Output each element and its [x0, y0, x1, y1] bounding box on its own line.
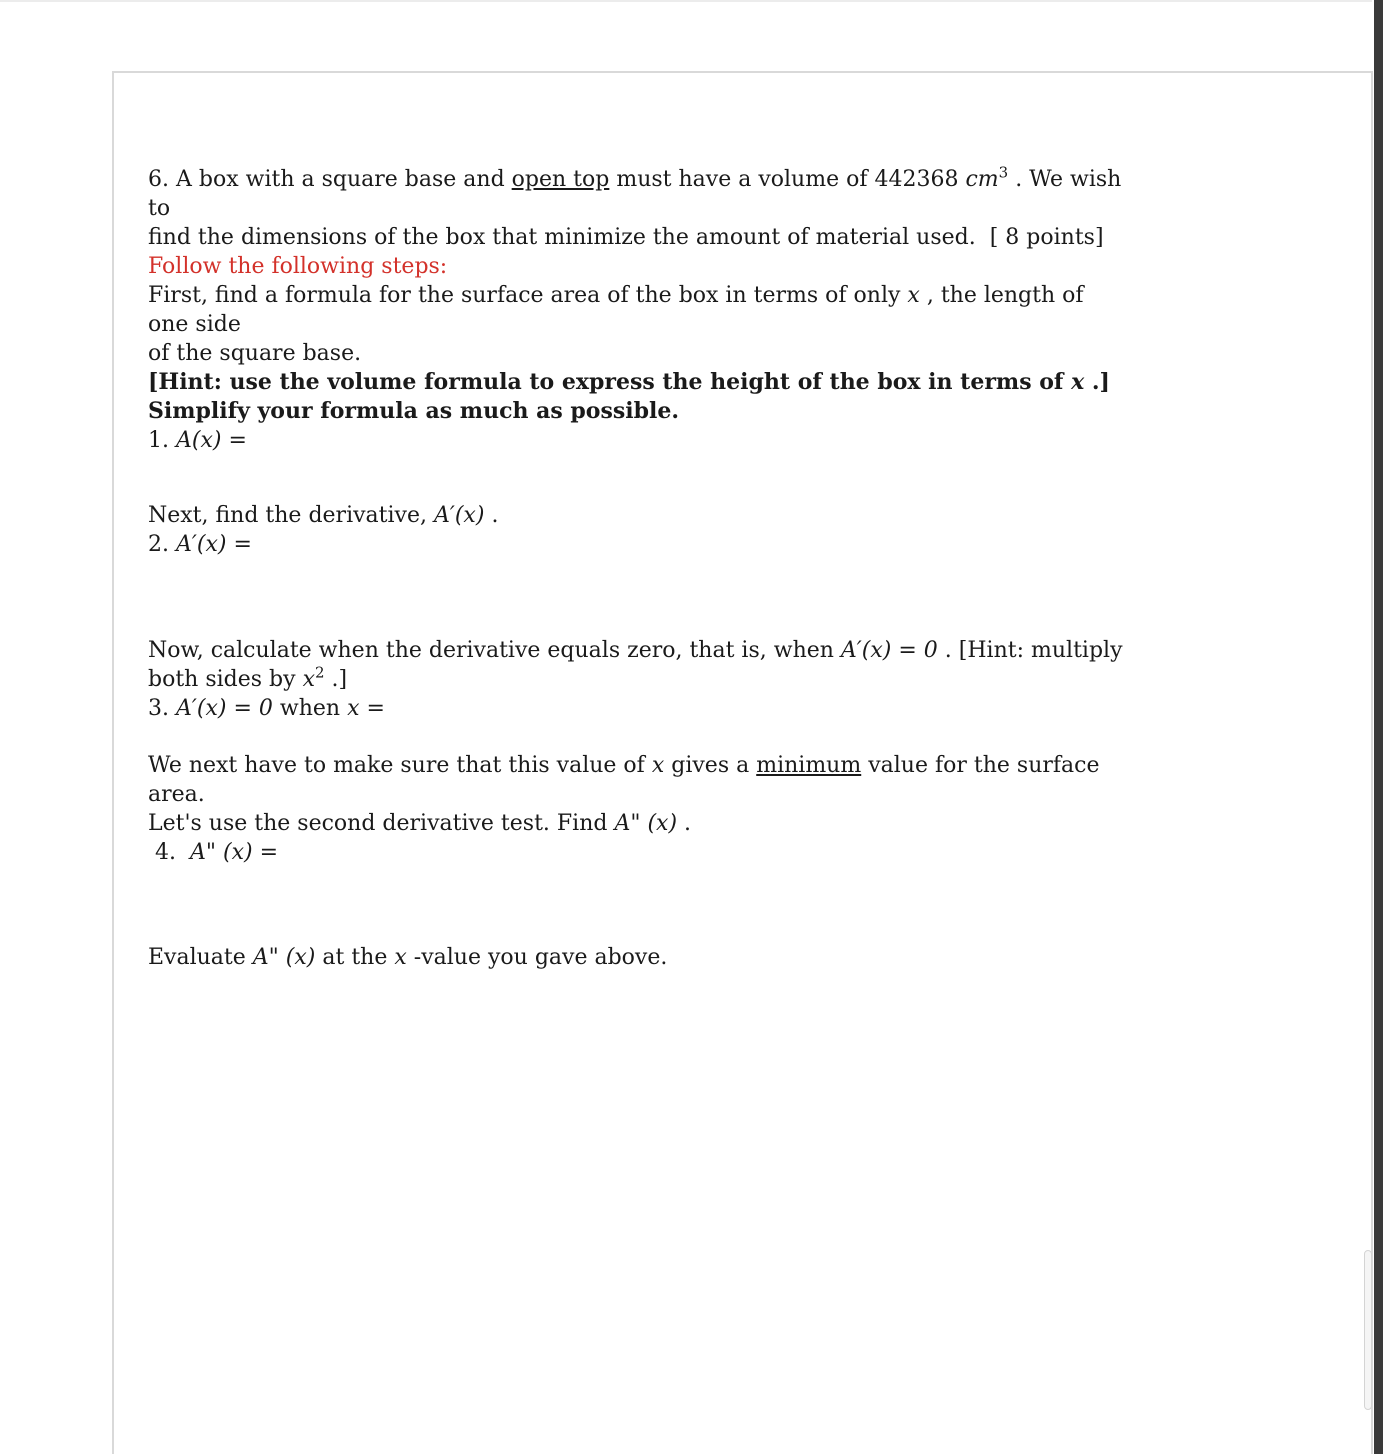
step3-text-c: both sides by — [148, 667, 296, 692]
question-goal: find the dimensions of the box that minimize the amount of material used. — [148, 225, 976, 250]
step1-text: First, find a formula for the surface area of the box in terms of only — [148, 283, 901, 308]
evaluate-second-derivative: A" (x) — [252, 945, 316, 970]
evaluate-text-c: -value you gave above. — [413, 945, 668, 970]
step1-line-1 — [148, 281, 1128, 339]
volume-exponent: 3 — [998, 163, 1009, 182]
evaluate-line — [148, 943, 1128, 972]
volume-text: must have a volume of 442368 — [616, 167, 959, 192]
answer-4-expr: A" (x) = — [190, 840, 278, 865]
volume-unit: cm — [965, 167, 999, 192]
question-number: 6. — [148, 167, 169, 192]
answer-3 — [148, 694, 1128, 723]
step1-hint-x: x — [1071, 369, 1085, 395]
answer-4 — [148, 838, 1128, 867]
answer-3-x: x = — [347, 696, 385, 721]
step1-hint-end: .] — [1091, 369, 1110, 395]
evaluate-text-b: at the — [322, 945, 388, 970]
evaluate-text: Evaluate — [148, 945, 246, 970]
evaluate-block — [148, 943, 1128, 972]
step2-line — [148, 501, 1128, 530]
step3-line-2 — [148, 665, 1128, 694]
step2-block — [148, 501, 1128, 559]
evaluate-x: x — [394, 945, 407, 970]
step3-text: Now, calculate when the derivative equals zero, that is, when — [148, 638, 834, 663]
step2-period: . — [491, 503, 499, 528]
step3-hint: . [Hint: multiply — [944, 638, 1123, 663]
step4-text: We next have to make sure that this value of — [148, 753, 645, 778]
step3-block — [148, 636, 1128, 723]
scrollbar-thumb[interactable] — [1364, 1250, 1372, 1410]
step4-line-1 — [148, 751, 1128, 809]
step4-text-d: Let's use the second derivative test. Find — [148, 811, 608, 836]
step1-hint-text: [Hint: use the volume formula to express the height of the box in terms of — [148, 369, 1064, 395]
answer-3-when: when — [279, 696, 341, 721]
step1-x: x — [907, 283, 920, 308]
open-top-underlined: open top — [511, 167, 610, 192]
step2-text: Next, find the derivative, — [148, 503, 427, 528]
answer-1 — [148, 426, 1128, 455]
step4-text-b: gives a — [671, 753, 750, 778]
minimum-underlined: minimum — [756, 753, 862, 778]
answer-2-expr: A′(x) = — [176, 532, 252, 557]
answer-1-label: 1. — [148, 428, 169, 453]
step1-hint — [148, 368, 1128, 397]
viewer-top-edge — [0, 0, 1372, 2]
step3-x: x — [302, 667, 315, 692]
step3-equation: A′(x) = 0 — [840, 638, 938, 663]
question-intro-end: . We wish to — [148, 167, 1122, 221]
question-line-2 — [148, 223, 1128, 252]
step4-period: . — [684, 811, 692, 836]
answer-2 — [148, 530, 1128, 559]
step1-line-2: of the square base. — [148, 341, 362, 366]
step4-x: x — [651, 753, 665, 778]
answer-3-expr: A′(x) = 0 — [176, 696, 273, 721]
follow-steps-heading: Follow the following steps: — [148, 254, 448, 279]
answer-2-label: 2. — [148, 532, 169, 557]
question-intro: A box with a square base and — [176, 167, 505, 192]
step4-line-2 — [148, 809, 1128, 838]
step4-second-derivative: A" (x) — [614, 811, 678, 836]
step4-block — [148, 751, 1128, 867]
answer-1-expr: A(x) = — [176, 428, 247, 453]
points-label: [ 8 points] — [989, 225, 1104, 250]
step1-simplify: Simplify your formula as much as possible. — [148, 398, 680, 424]
answer-4-label: 4. — [155, 840, 176, 865]
step3-exponent: 2 — [314, 663, 325, 682]
answer-3-label: 3. — [148, 696, 169, 721]
window-right-border — [1374, 0, 1383, 1454]
question-line-1 — [148, 165, 1128, 223]
question-content — [148, 165, 1128, 972]
step3-hint-end: .] — [331, 667, 348, 692]
step3-line-1 — [148, 636, 1128, 665]
step1-text-b: , the length of one side — [148, 283, 1084, 337]
step2-derivative: A′(x) — [433, 503, 485, 528]
step4-text-c: value for the surface area. — [148, 753, 1100, 807]
